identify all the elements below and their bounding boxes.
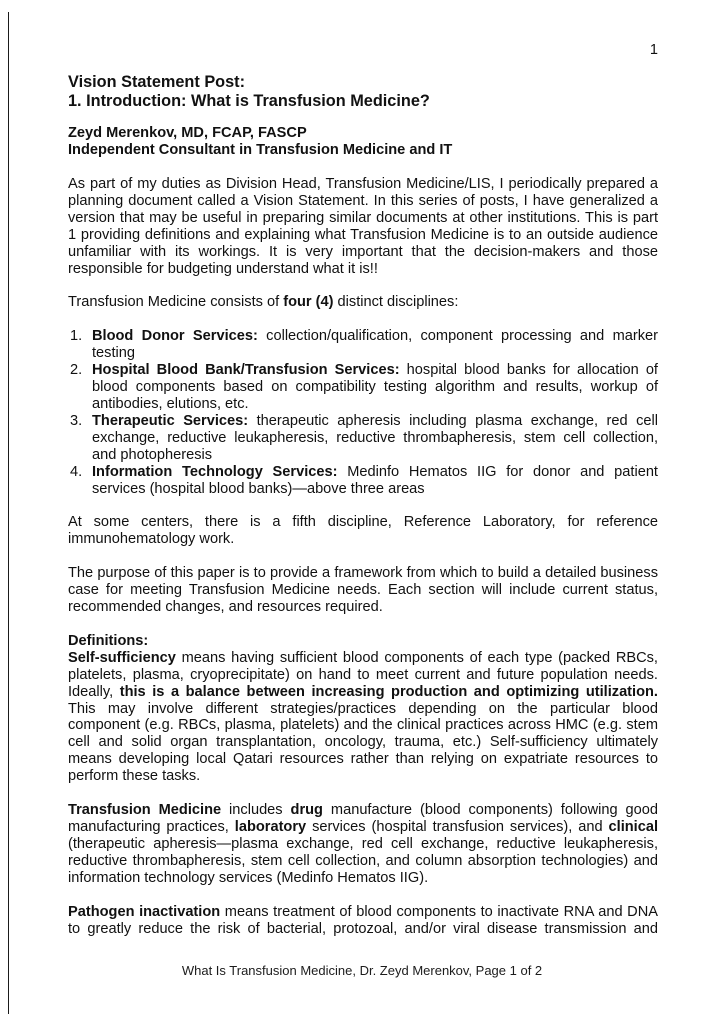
list-item-number: 4. <box>70 463 83 480</box>
author-block <box>68 125 658 159</box>
title-line-2: 1. Introduction: What is Transfusion Medicine? <box>68 92 430 110</box>
scan-artifact-line <box>8 12 9 1014</box>
disciplines-list <box>68 328 658 497</box>
list-item-blood-donor-services <box>68 328 658 362</box>
definitions-heading: Definitions: <box>68 632 149 649</box>
list-item-text: Therapeutic Services: therapeutic apheresis including plasma exchange, red cell exchange, reductive leukapheresis, reductive thrombapheresis, stem cell collection, and photopheresis <box>92 412 658 463</box>
paragraph-self-sufficiency: Self-sufficiency means having sufficient blood components of each type (packed RBCs, platelets, plasma, cryoprecipitate) on hand to meet current and future population needs. Ideally, this is a balance between increasing production and optimizing utilization. This may involve different strategies/practices depending on the particular blood component (e.g. RBCs, plasma, platelets) and the clinical practices across HMC (e.g. stem cell and solid organ transplantation, oncology, trauma, etc.) Self-sufficiency ultimately means developing local Qatari resources rather than relying on expatriate resources to perform these tasks. <box>68 649 658 785</box>
list-item-number: 2. <box>70 362 83 379</box>
document-content <box>68 42 658 937</box>
paragraph-transfusion-medicine: Transfusion Medicine includes drug manufacture (blood components) following good manufacturing practices, laboratory services (hospital transfusion services), and clinical (therapeutic apheresis—plasma exchange, red cell exchange, reductive leukapheresis, reductive thrombapheresis, stem cell collection, and column absorption technologies) and information technology services (Medinfo Hematos IIG). <box>68 802 659 886</box>
paragraph-purpose: The purpose of this paper is to provide a framework from which to build a detailed business case for meeting Transfusion Medicine needs. Each section will include current status, recommended changes, and resources required. <box>68 565 658 616</box>
title-line-1: Vision Statement Post: <box>68 73 246 91</box>
page-footer: What Is Transfusion Medicine, Dr. Zeyd Merenkov, Page 1 of 2 <box>181 963 543 978</box>
list-item-text: Blood Donor Services: collection/qualification, component processing and marker testing <box>92 328 658 362</box>
page-number: 1 <box>649 42 658 58</box>
list-item-text: Information Technology Services: Medinfo Hematos IIG for donor and patient services (hospital blood banks)—above three areas <box>92 463 658 497</box>
list-item-therapeutic-services <box>68 413 658 464</box>
list-item-hospital-blood-bank <box>68 362 658 413</box>
list-item-number: 1. <box>70 328 83 345</box>
list-item-text: Hospital Blood Bank/Transfusion Services: hospital blood banks for allocation of blood components based on compatibility testing algorithm and results, workup of antibodies, elutions, etc. <box>92 362 658 412</box>
list-item-number: 3. <box>70 412 83 429</box>
author-role: Independent Consultant in Transfusion Medicine and IT <box>68 142 453 158</box>
document-title <box>68 73 658 111</box>
author-name: Zeyd Merenkov, MD, FCAP, FASCP <box>68 125 307 141</box>
paragraph-pathogen-inactivation: Pathogen inactivation means treatment of blood components to inactivate RNA and DNA to greatly reduce the risk of bacterial, protozoal, and/or viral disease transmission and <box>68 903 658 937</box>
paragraph-disciplines-intro: Transfusion Medicine consists of four (4) distinct disciplines: <box>68 294 459 311</box>
list-item-information-technology-services <box>68 464 658 498</box>
paragraph-fifth-discipline: At some centers, there is a fifth discipline, Reference Laboratory, for reference immunohematology work. <box>68 514 658 548</box>
paragraph-intro: As part of my duties as Division Head, Transfusion Medicine/LIS, I periodically prepared a planning document called a Vision Statement. In this series of posts, I have generalized a version that may be useful in preparing similar documents at other institutions. This is part 1 providing definitions and explaining what Transfusion Medicine is to an outside audience unfamiliar with its workings. It is very important that the decision-makers and those responsible for budgeting understand what it is!! <box>68 176 658 277</box>
